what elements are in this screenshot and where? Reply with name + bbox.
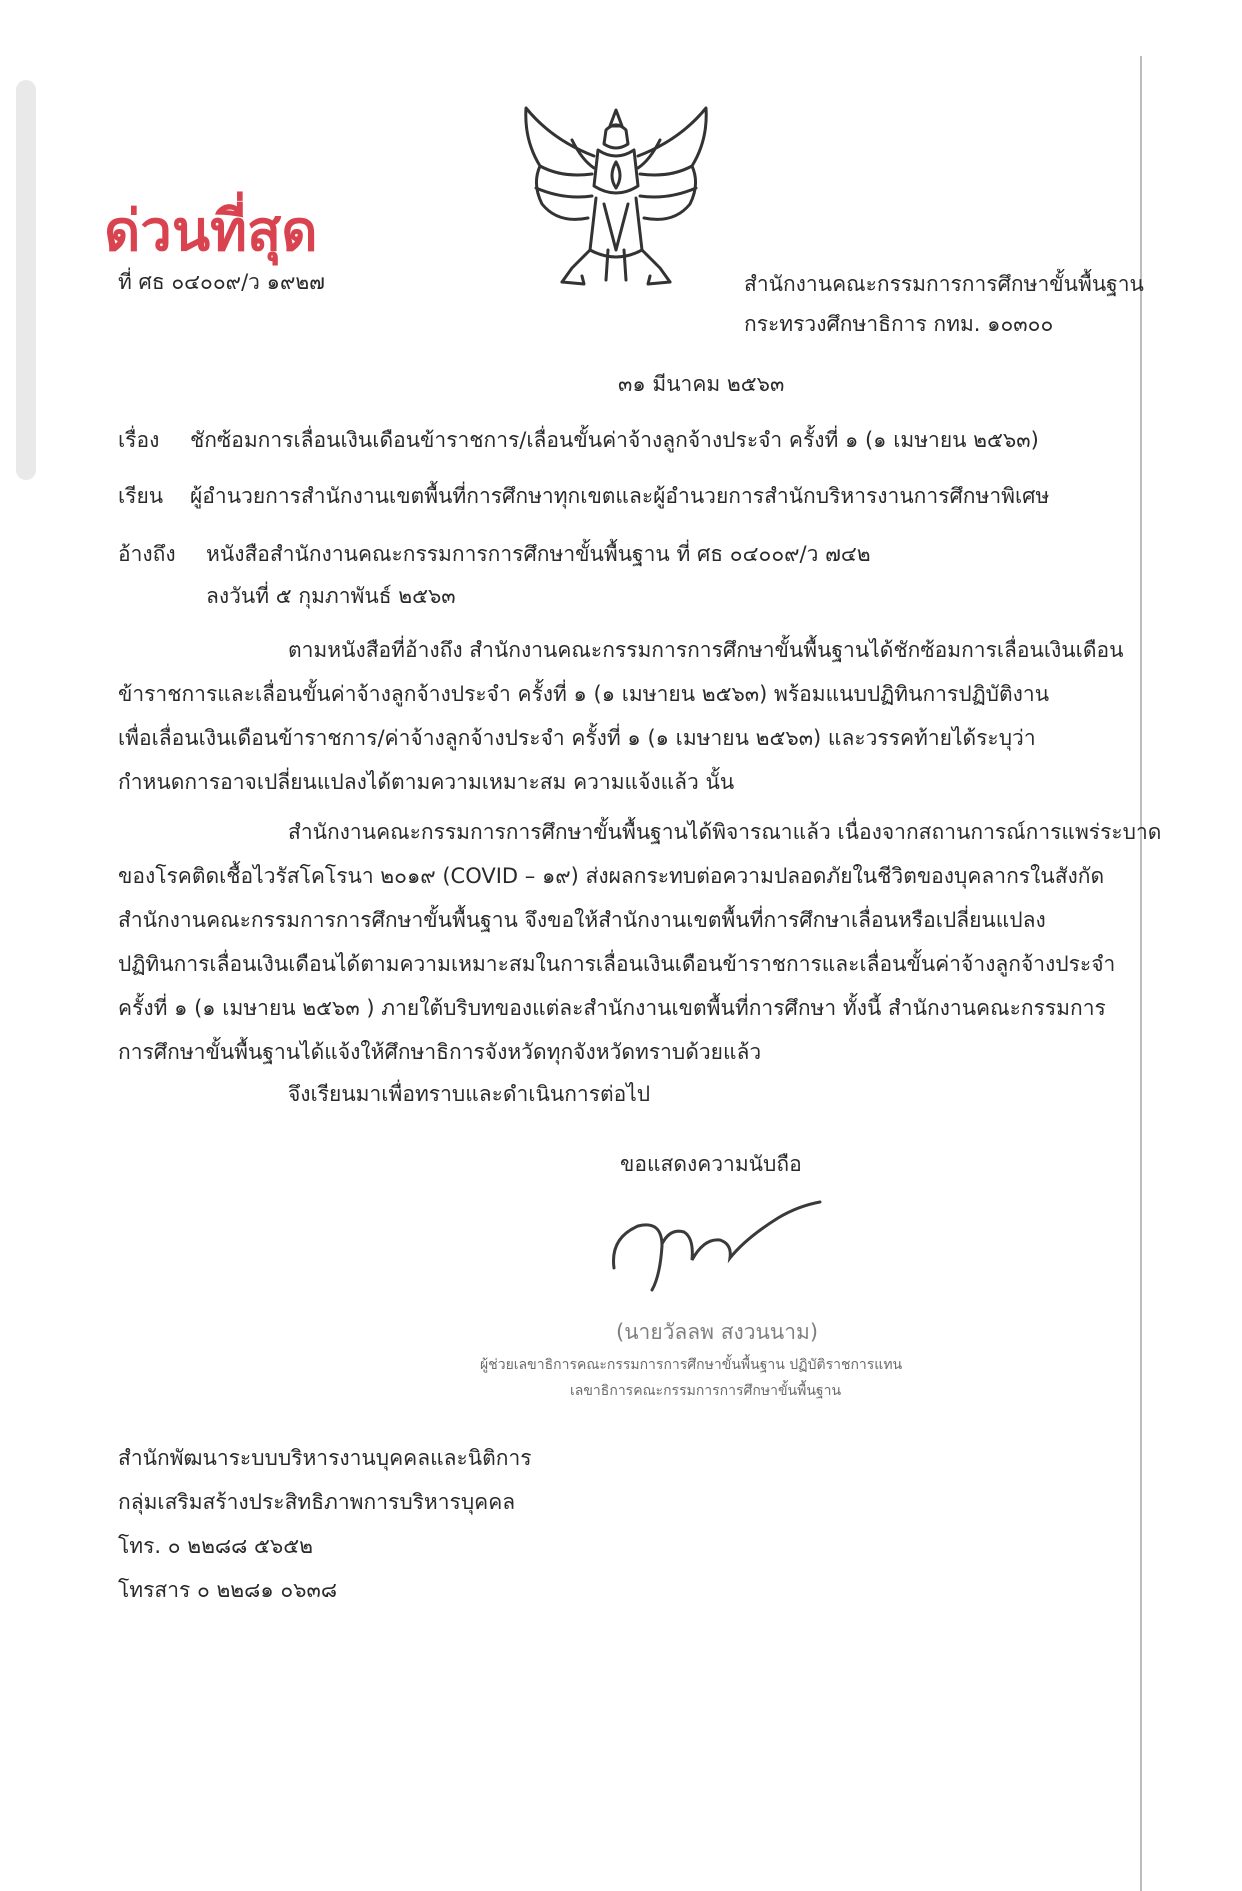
garuda-emblem-icon: [512, 100, 720, 296]
reference-label: อ้างถึง: [118, 542, 176, 566]
paragraph-line: ปฏิทินการเลื่อนเงินเดือนได้ตามความเหมาะสมในการเลื่อนเงินเดือนข้าราชการและเลื่อนขั้นค่าจ้างลูกจ้างประจำ: [118, 952, 1116, 976]
reference-line-2: ลงวันที่ ๕ กุมภาพันธ์ ๒๕๖๓: [206, 584, 456, 608]
paragraph-line: ครั้งที่ ๑ (๑ เมษายน ๒๕๖๓ ) ภายใต้บริบทของแต่ละสำนักงานเขตพื้นที่การศึกษา ทั้งนี้ สำนักงานคณะกรรมการ: [118, 996, 1106, 1020]
body-paragraph-1: [118, 628, 1180, 804]
paragraph-line: สำนักงานคณะกรรมการการศึกษาขั้นพื้นฐานได้พิจารณาแล้ว เนื่องจากสถานการณ์การแพร่ระบาด: [288, 820, 1162, 844]
footer-group: กลุ่มเสริมสร้างประสิทธิภาพการบริหารบุคคล: [118, 1490, 516, 1514]
signatory-position-1: ผู้ช่วยเลขาธิการคณะกรรมการการศึกษาขั้นพื้นฐาน ปฏิบัติราชการแทน: [480, 1357, 903, 1373]
paragraph-line: ข้าราชการและเลื่อนขั้นค่าจ้างลูกจ้างประจำ ครั้งที่ ๑ (๑ เมษายน ๒๕๖๓) พร้อมแนบปฏิทินการปฏิบัติงาน: [118, 682, 1050, 706]
handwritten-signature: [608, 1198, 828, 1298]
signatory-position-2: เลขาธิการคณะกรรมการการศึกษาขั้นพื้นฐาน: [570, 1383, 842, 1399]
reference-line-1: หนังสือสำนักงานคณะกรรมการการศึกษาขั้นพื้นฐาน ที่ ศธ ๐๔๐๐๙/ว ๗๔๒: [206, 542, 871, 566]
office-line-2: กระทรวงศึกษาธิการ กทม. ๑๐๓๐๐: [744, 312, 1054, 336]
urgent-stamp: ด่วนที่สุด: [104, 198, 318, 264]
paragraph-line: การศึกษาขั้นพื้นฐานได้แจ้งให้ศึกษาธิการจังหวัดทุกจังหวัดทราบด้วยแล้ว: [118, 1040, 762, 1064]
regards: ขอแสดงความนับถือ: [620, 1152, 802, 1176]
recipient-label: เรียน: [118, 484, 164, 508]
closing-line: จึงเรียนมาเพื่อทราบและดำเนินการต่อไป: [288, 1082, 651, 1106]
footer-fax: โทรสาร ๐ ๒๒๘๑ ๐๖๓๘: [118, 1578, 338, 1602]
paragraph-line: สำนักงานคณะกรรมการการศึกษาขั้นพื้นฐาน จึงขอให้สำนักงานเขตพื้นที่การศึกษาเลื่อนหรือเปลี่ยนแปลง: [118, 908, 1046, 932]
paragraph-line: เพื่อเลื่อนเงินเดือนข้าราชการ/ค่าจ้างลูกจ้างประจำ ครั้งที่ ๑ (๑ เมษายน ๒๕๖๓) และวรรคท้ายได้ระบุว่า: [118, 726, 1036, 750]
office-line-1: สำนักงานคณะกรรมการการศึกษาขั้นพื้นฐาน: [744, 272, 1144, 296]
signatory-name: (นายวัลลพ สงวนนาม): [616, 1320, 819, 1344]
recipient-text: ผู้อำนวยการสำนักงานเขตพื้นที่การศึกษาทุกเขตและผู้อำนวยการสำนักบริหารงานการศึกษาพิเศษ: [190, 484, 1050, 508]
letter-date: ๓๑ มีนาคม ๒๕๖๓: [618, 372, 785, 396]
subject-text: ชักซ้อมการเลื่อนเงินเดือนข้าราชการ/เลื่อนขั้นค่าจ้างลูกจ้างประจำ ครั้งที่ ๑ (๑ เมษายน ๒๕๖๓): [190, 428, 1039, 452]
footer-telephone: โทร. ๐ ๒๒๘๘ ๕๖๕๒: [118, 1534, 313, 1558]
subject-label: เรื่อง: [118, 428, 160, 452]
paragraph-line: กำหนดการอาจเปลี่ยนแปลงได้ตามความเหมาะสม ความแจ้งแล้ว นั้น: [118, 770, 735, 794]
scrollbar-thumb[interactable]: [16, 80, 36, 480]
paragraph-line: ของโรคติดเชื้อไวรัสโคโรนา ๒๐๑๙ (COVID – ๑๙) ส่งผลกระทบต่อความปลอดภัยในชีวิตของบุคลากรในสังกัด: [118, 864, 1105, 888]
reference-number: ที่ ศธ ๐๔๐๐๙/ว ๑๙๒๗: [118, 270, 325, 294]
footer-department: สำนักพัฒนาระบบบริหารงานบุคคลและนิติการ: [118, 1446, 532, 1470]
body-paragraph-2: [118, 810, 1180, 1074]
paragraph-line: ตามหนังสือที่อ้างถึง สำนักงานคณะกรรมการการศึกษาขั้นพื้นฐานได้ชักซ้อมการเลื่อนเงินเดือน: [288, 638, 1124, 662]
